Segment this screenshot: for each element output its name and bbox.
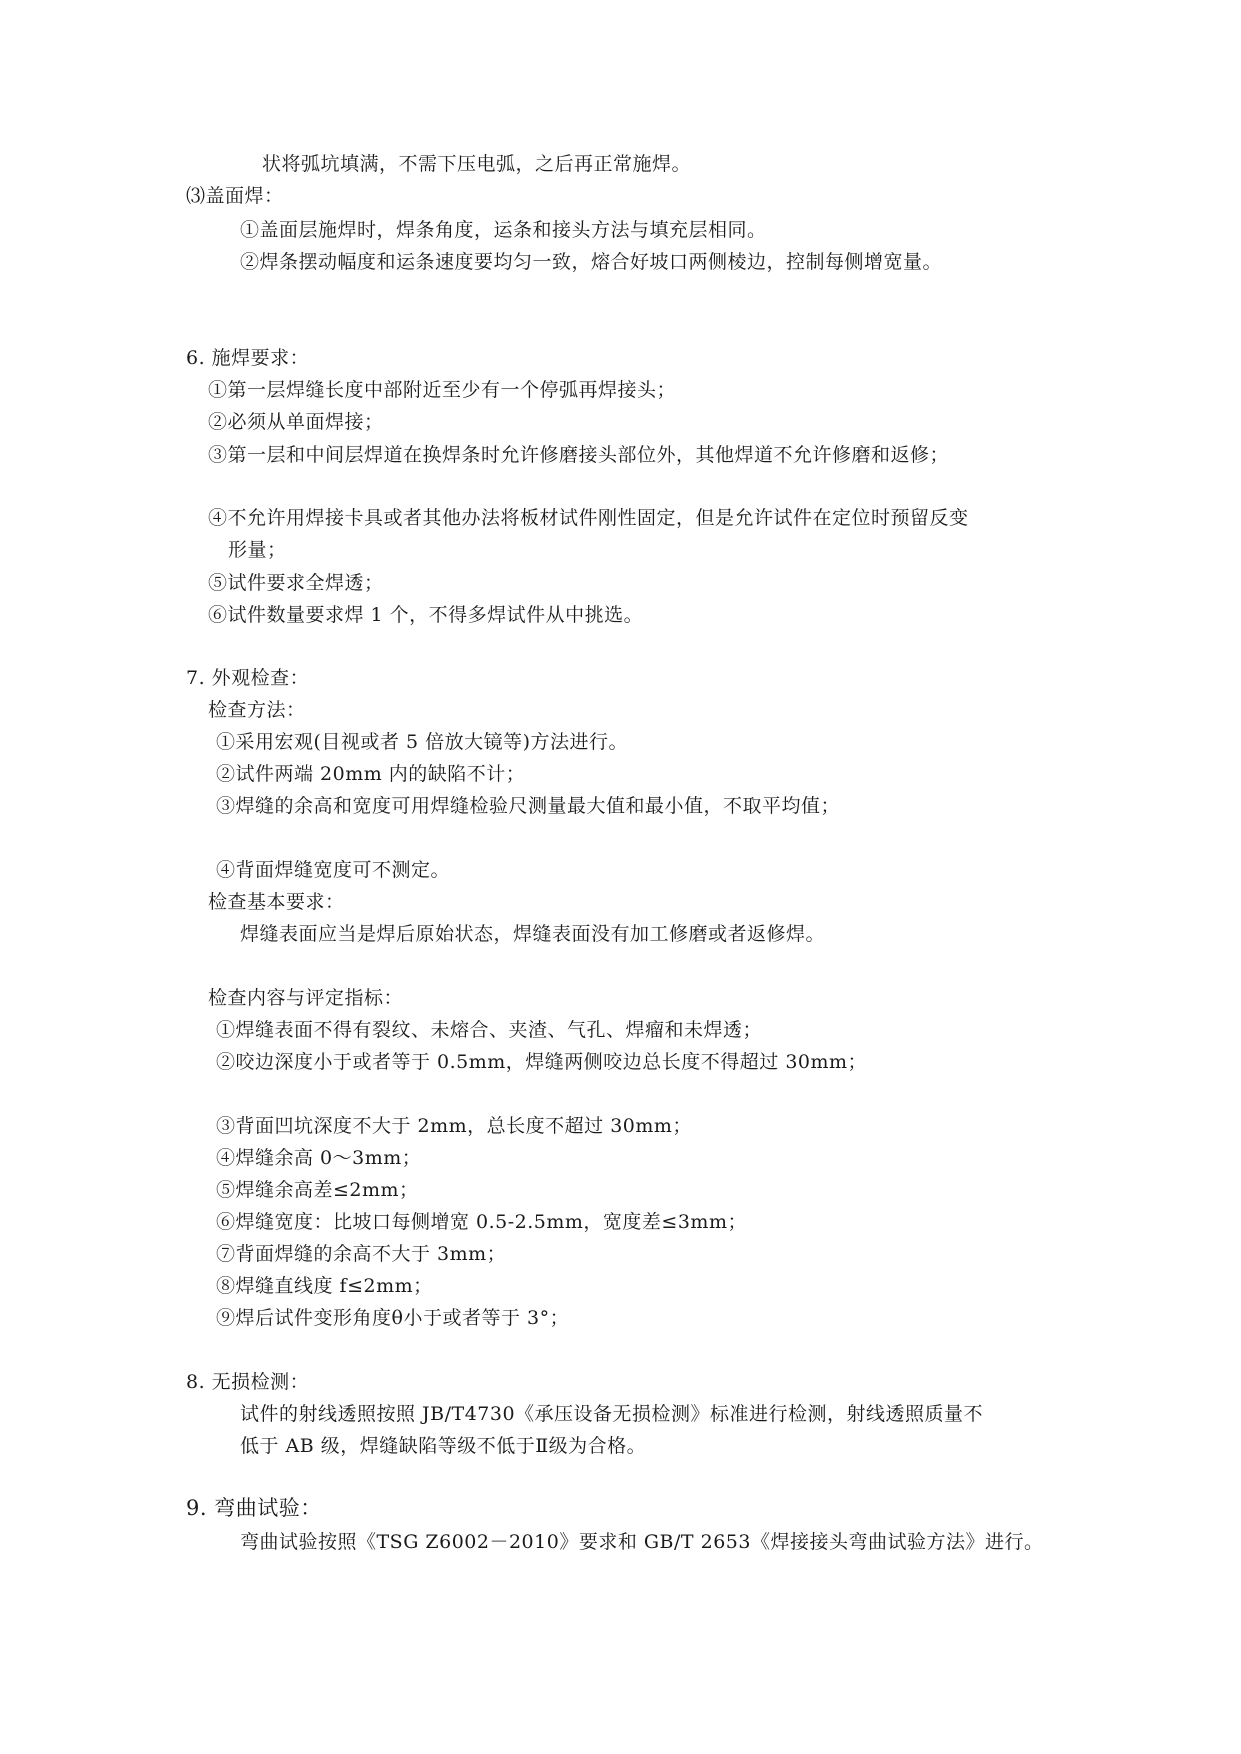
paragraph: 焊缝表面应当是焊后原始状态，焊缝表面没有加工修磨或者返修焊。 bbox=[240, 923, 826, 945]
list-item: ①焊缝表面不得有裂纹、未熔合、夹渣、气孔、焊瘤和未焊透； bbox=[216, 1019, 763, 1041]
list-item: ①第一层焊缝长度中部附近至少有一个停弧再焊接头； bbox=[208, 379, 677, 401]
list-item: ④背面焊缝宽度可不测定。 bbox=[216, 859, 451, 881]
list-item: ④不允许用焊接卡具或者其他办法将板材试件刚性固定，但是允许试件在定位时预留反变 bbox=[208, 507, 969, 529]
section-title-cap-weld: ⑶盖面焊： bbox=[186, 185, 284, 207]
list-item: ①采用宏观(目视或者 5 倍放大镜等)方法进行。 bbox=[216, 731, 628, 753]
list-item: ②试件两端 20mm 内的缺陷不计； bbox=[216, 763, 526, 785]
subsection-title: 检查内容与评定指标： bbox=[208, 987, 404, 1009]
list-item: ③第一层和中间层焊道在换焊条时允许修磨接头部位外，其他焊道不允许修磨和返修； bbox=[208, 444, 950, 466]
list-item: ①盖面层施焊时，焊条角度，运条和接头方法与填充层相同。 bbox=[240, 219, 767, 241]
section-title-7: 7. 外观检查： bbox=[186, 667, 310, 689]
list-item: ③背面凹坑深度不大于 2mm，总长度不超过 30mm； bbox=[216, 1115, 692, 1137]
list-item: ②咬边深度小于或者等于 0.5mm，焊缝两侧咬边总长度不得超过 30mm； bbox=[216, 1051, 868, 1073]
list-item: ⑥焊缝宽度：比坡口每侧增宽 0.5-2.5mm，宽度差≤3mm； bbox=[216, 1211, 747, 1233]
list-item-cont: 形量； bbox=[228, 539, 287, 561]
subsection-title: 检查方法： bbox=[208, 699, 306, 721]
continued-text: 状将弧坑填满，不需下压电弧，之后再正常施焊。 bbox=[262, 153, 692, 175]
paragraph: 试件的射线透照按照 JB/T4730《承压设备无损检测》标准进行检测，射线透照质量不 bbox=[240, 1403, 984, 1425]
paragraph: 低于 AB 级，焊缝缺陷等级不低于Ⅱ级为合格。 bbox=[240, 1435, 647, 1457]
list-item: ⑧焊缝直线度 f≤2mm； bbox=[216, 1275, 433, 1297]
list-item: ⑤焊缝余高差≤2mm； bbox=[216, 1179, 419, 1201]
list-item: ②必须从单面焊接； bbox=[208, 411, 384, 433]
list-item: ②焊条摆动幅度和运条速度要均匀一致，熔合好坡口两侧棱边，控制每侧增宽量。 bbox=[240, 251, 943, 273]
section-title-6: 6. 施焊要求： bbox=[186, 347, 310, 369]
list-item: ③焊缝的余高和宽度可用焊缝检验尺测量最大值和最小值，不取平均值； bbox=[216, 795, 841, 817]
list-item: ⑦背面焊缝的余高不大于 3mm； bbox=[216, 1243, 507, 1265]
section-title-8: 8. 无损检测： bbox=[186, 1371, 310, 1393]
section-title-9: 9. 弯曲试验： bbox=[186, 1496, 322, 1520]
list-item: ⑨焊后试件变形角度θ小于或者等于 3°； bbox=[216, 1307, 570, 1329]
list-item: ④焊缝余高 0～3mm； bbox=[216, 1147, 422, 1169]
list-item: ⑥试件数量要求焊 1 个，不得多焊试件从中挑选。 bbox=[208, 604, 644, 626]
subsection-title: 检查基本要求： bbox=[208, 891, 345, 913]
paragraph: 弯曲试验按照《TSG Z6002－2010》要求和 GB/T 2653《焊接接头弯曲试验方法》进行。 bbox=[240, 1531, 1044, 1553]
list-item: ⑤试件要求全焊透； bbox=[208, 572, 384, 594]
